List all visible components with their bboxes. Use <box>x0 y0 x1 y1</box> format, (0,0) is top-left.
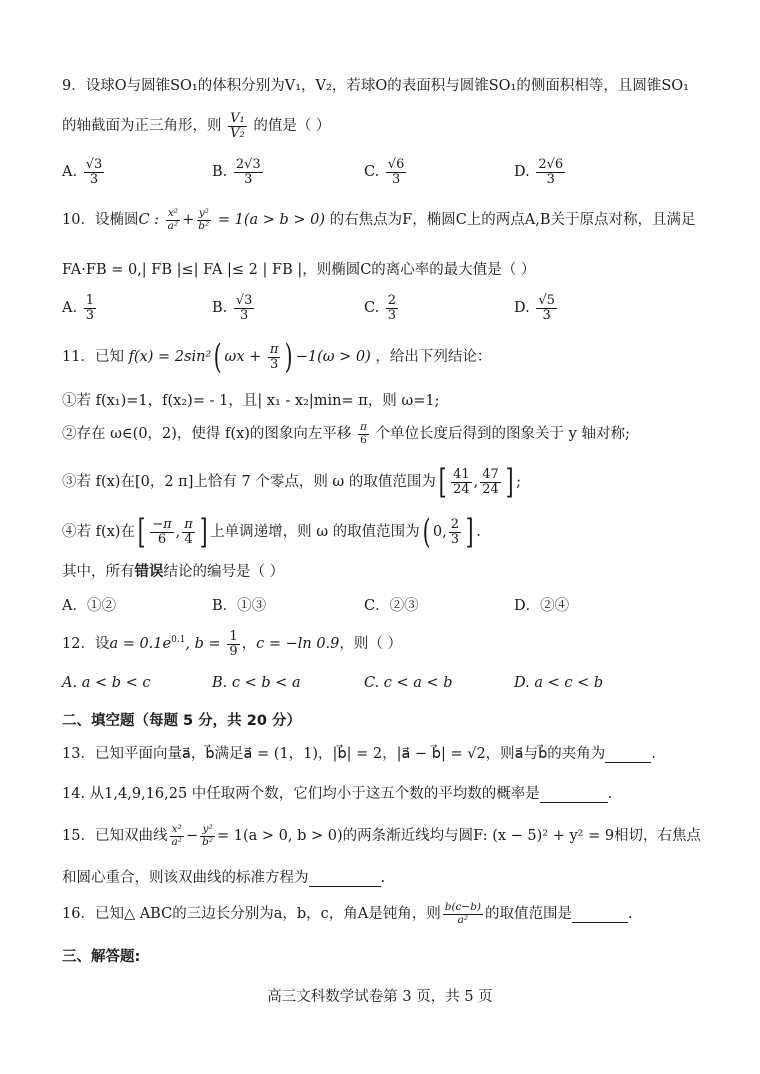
q9-line2 <box>62 112 720 140</box>
q11-statement-2: ②存在 ω∈(0，2)，使得 f(x)的图象向左平移 $\frac{\pi}{6}$ 个单位长度后得到的图象关于 y 轴对称; <box>62 421 630 446</box>
q14-answer-blank[interactable] <box>540 786 608 803</box>
q9-option-d[interactable]: D. $\frac{2√6}{3}$ <box>514 157 564 187</box>
q9-text: 的轴截面为正三角形，则 <box>62 118 222 135</box>
q11-statement-3: ③若 f(x)在[0，2 π]上恰有 7 个零点，则 ω 的取值范围为[ $\frac{41}{24}$ , $\frac{47}{24}$ ] ; <box>62 462 521 502</box>
q16-answer-blank[interactable] <box>572 906 628 923</box>
q11-question: 其中，所有错误结论的编号是（ ） <box>62 563 285 580</box>
page-footer: 高三文科数学试卷第 3 页，共 5 页 <box>267 989 493 1005</box>
q11-line1: 11．已知 f(x) = 2sin²( ωx + $\frac{\pi}{3}$ ) −1(ω > 0) ，给出下列结论： <box>62 337 492 377</box>
q9-line1: 9．设球O与圆锥SO₁的体积分别为V₁，V₂，若球O的表面积与圆锥SO₁的侧面积相等，且圆锥SO₁ <box>62 78 689 94</box>
q11-option-b[interactable]: B．①③ <box>212 598 267 614</box>
q9-ratio <box>228 112 247 140</box>
q10-line2: FA·FB = 0,| FB |≤| FA |≤ 2 | FB |，则椭圆C的离心率的最大值是（ ） <box>62 262 536 278</box>
q9-text-end: 的值是（ ） <box>253 118 331 135</box>
q11-option-c[interactable]: C．②③ <box>364 598 419 614</box>
q10-line1: 10．设椭圆C : $\frac{\text{x²}}{\text{a²}}$ + $\frac{\text{y²}}{\text{b²}}$ = 1(a > b > 0) 的右焦点为F，椭圆C上的两点A,B关于原点对称，且满足 <box>62 207 696 232</box>
q10-option-d[interactable]: D. $\frac{√5}{3}$ <box>514 293 555 323</box>
q13-answer-blank[interactable] <box>605 746 651 763</box>
q10-option-c[interactable]: C. $\frac{2}{3}$ <box>364 293 397 323</box>
q14: 14. 从1,4,9,16,25 中任取两个数，它们均小于这五个数的平均数的概率是 . <box>62 786 613 802</box>
q11-statement-1: ①若 f(x₁)=1，f(x₂)= - 1，且| x₁ - x₂|min= π，则 ω=1; <box>62 393 440 409</box>
q9-ratio-den: V₂ <box>230 125 245 141</box>
q12-option-d[interactable]: D. a < c < b <box>514 675 604 691</box>
q15-line2: 和圆心重合，则该双曲线的标准方程为 . <box>62 870 386 886</box>
q9-option-b[interactable]: B. $\frac{2√3}{3}$ <box>212 157 261 187</box>
q13: 13．已知平面向量a⃗，b⃗满足a⃗ = (1，1)，|b⃗| = 2，|a⃗ − b⃗| = √2，则a⃗与b⃗的夹角为 . <box>62 746 656 762</box>
q16: 16．已知△ ABC的三边长分别为a，b，c，角A是钝角，则 $\frac{b(c-b)}{\text{a²}}$ 的取值范围是 . <box>62 901 633 926</box>
section-3-heading: 三、解答题: <box>62 949 141 965</box>
q12-option-c[interactable]: C. c < a < b <box>364 675 453 691</box>
q10-options <box>62 294 720 334</box>
emphasis-wrong: 错误 <box>134 563 164 580</box>
q12-option-b[interactable]: B. c < b < a <box>212 675 301 691</box>
q10-option-b[interactable]: B. $\frac{√3}{3}$ <box>212 293 253 323</box>
section-2-heading: 二、填空题（每题 5 分，共 20 分） <box>62 713 301 729</box>
q9-option-c[interactable]: C. $\frac{√6}{3}$ <box>364 157 405 187</box>
q9-ratio-num: V₁ <box>230 111 245 126</box>
q11-option-d[interactable]: D．②④ <box>514 598 570 614</box>
q12-line1: 12．设$a = 0.1e^{0.1}$, b = $\frac{1}{9}$ ，c = −ln 0.9，则（ ） <box>62 629 402 659</box>
q9-options <box>62 158 720 198</box>
q10-option-a[interactable]: A. $\frac{1}{3}$ <box>62 293 94 323</box>
q9-option-a[interactable]: A. $\frac{√3}{3}$ <box>62 157 103 187</box>
q11-options <box>62 594 720 616</box>
q12-options <box>62 675 720 697</box>
q15-line1: 15．已知双曲线 $\frac{\text{x²}}{\text{a²}}$ − $\frac{\text{y²}}{\text{b²}}$ = 1(a > 0, b > 0)的两条渐近线均与圆F: (x − 5)² + y² = 9相切，右焦点 <box>62 823 702 848</box>
q15-answer-blank[interactable] <box>309 870 381 887</box>
q12-option-a[interactable]: A. a < b < c <box>62 675 151 691</box>
q11-option-a[interactable]: A．①② <box>62 598 116 614</box>
q11-statement-4: ④若 f(x)在[ $\frac{-\pi}{6}$ , $\frac{\pi}{4}$ ] 上单调递增，则 ω 的取值范围为( 0, $\frac{2}{3}$ ] . <box>62 512 481 552</box>
